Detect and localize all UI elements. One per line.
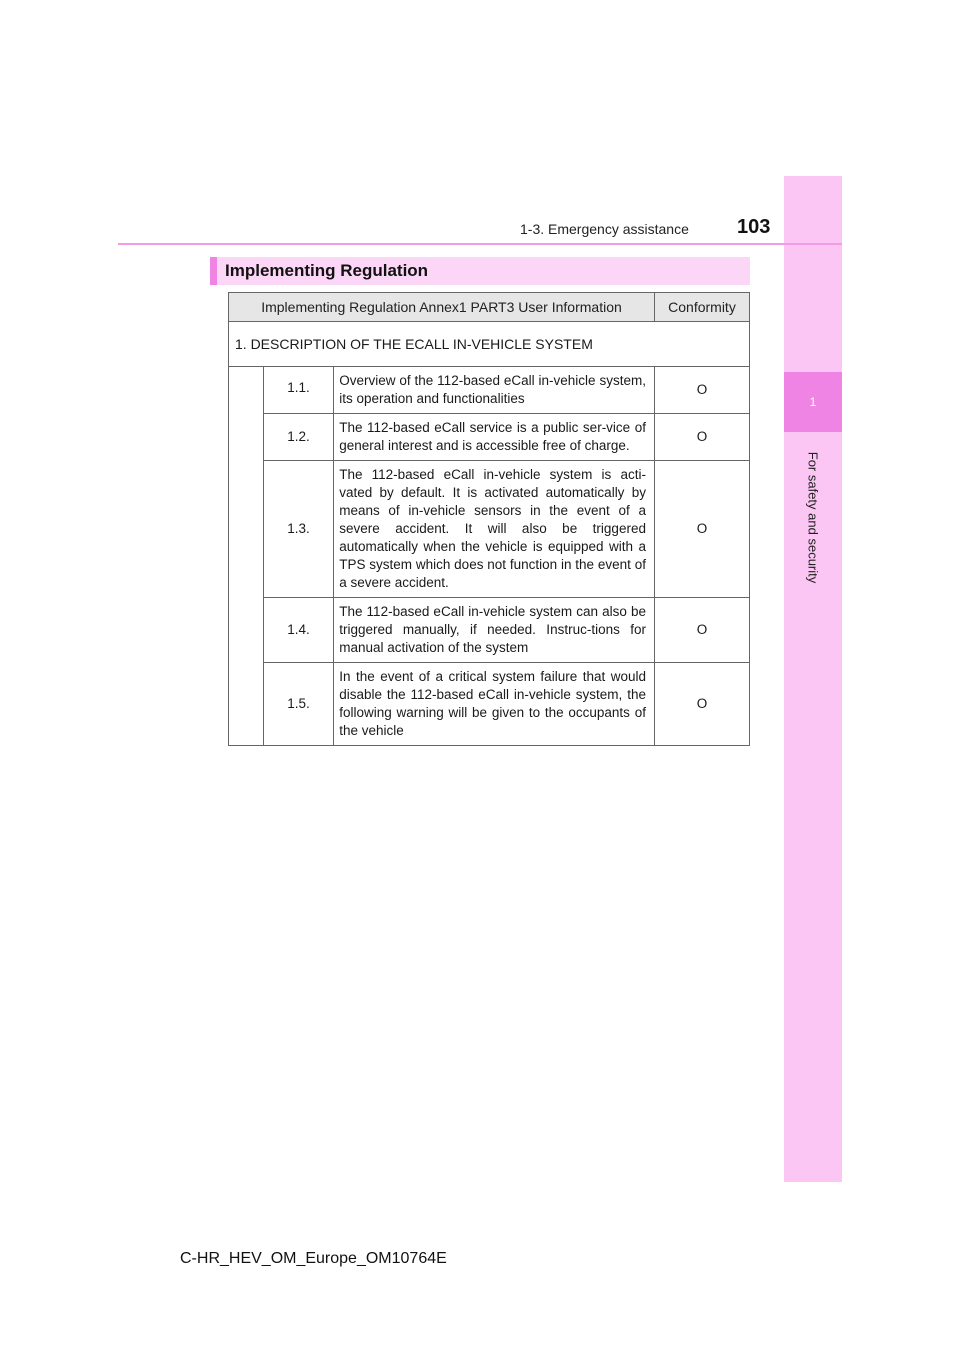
table-row — [229, 461, 750, 598]
row-conformity: O — [654, 598, 749, 663]
row-conformity: O — [654, 414, 749, 461]
row-number: 1.3. — [263, 461, 333, 598]
row-number: 1.1. — [263, 367, 333, 414]
table-row — [229, 367, 750, 414]
table-row — [229, 414, 750, 461]
table-row — [229, 663, 750, 746]
chapter-side-tab — [784, 176, 842, 1182]
section-heading-text: Implementing Regulation — [225, 261, 429, 280]
page-number: 103 — [737, 216, 771, 238]
indent-cell — [229, 367, 264, 746]
row-conformity: O — [654, 367, 749, 414]
section-path: 1-3. Emergency assistance — [520, 221, 689, 237]
row-text: The 112-based eCall service is a public ser-vice of general interest and is accessible free of charge. — [334, 414, 655, 461]
regulation-table — [228, 292, 750, 746]
row-number: 1.5. — [263, 663, 333, 746]
row-text: In the event of a critical system failure that would disable the 112-based eCall in-vehicle system, the following warning will be given to the occupants of the vehicle — [334, 663, 655, 746]
row-conformity: O — [654, 663, 749, 746]
document-id: C-HR_HEV_OM_Europe_OM10764E — [180, 1250, 447, 1267]
row-conformity: O — [654, 461, 749, 598]
row-number: 1.2. — [263, 414, 333, 461]
table-group-row — [229, 322, 750, 367]
table-header-row — [229, 293, 750, 322]
column-header-conformity: Conformity — [654, 293, 749, 322]
section-heading — [210, 257, 750, 285]
group-title: 1. DESCRIPTION OF THE ECALL IN-VEHICLE SYSTEM — [229, 322, 750, 367]
row-text: Overview of the 112-based eCall in-vehicle system, its operation and functionalities — [334, 367, 655, 414]
chapter-number-tab: 1 — [784, 372, 842, 432]
table-row — [229, 598, 750, 663]
column-header-user-information: Implementing Regulation Annex1 PART3 User Information — [229, 293, 655, 322]
row-number: 1.4. — [263, 598, 333, 663]
header-divider — [118, 243, 842, 245]
chapter-label: For safety and security — [805, 451, 821, 584]
row-text: The 112-based eCall in-vehicle system can also be triggered manually, if needed. Instruc-tions for manual activation of the system — [334, 598, 655, 663]
row-text: The 112-based eCall in-vehicle system is acti-vated by default. It is activated automatically by means of in-vehicle sensors in the event of a severe accident. It will also be triggered automatically when the vehicle is equipped with a TPS system which does not function in the event of a severe accident. — [334, 461, 655, 598]
